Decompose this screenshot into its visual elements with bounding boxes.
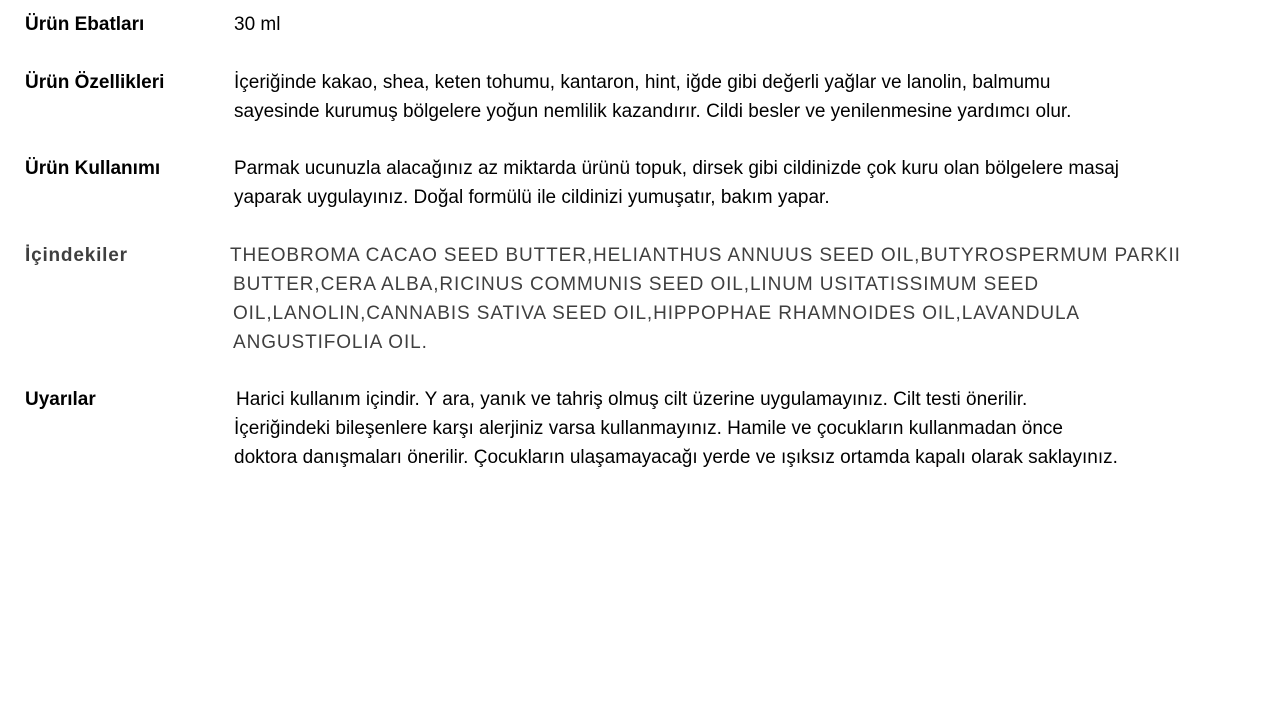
product-usage-label: Ürün Kullanımı <box>25 158 161 179</box>
ingredients-label: İçindekiler <box>25 245 128 266</box>
product-size-value <box>234 10 1264 39</box>
ingredients-line: THEOBROMA CACAO SEED BUTTER,HELIANTHUS ANNUUS SEED OIL,BUTYROSPERMUM PARKII <box>230 245 1181 266</box>
ingredients-line: ANGUSTIFOLIA OIL. <box>233 332 428 353</box>
warnings-line: Harici kullanım içindir. Y ara, yanık ve tahriş olmuş cilt üzerine uygulamayınız. Cilt testi önerilir. <box>236 389 1028 410</box>
warnings-value <box>234 385 1264 472</box>
ingredients-value <box>230 241 1260 357</box>
product-features-line: İçeriğinde kakao, shea, keten tohumu, kantaron, hint, iğde gibi değerli yağlar ve lanolin, balmumu <box>234 72 1051 93</box>
ingredients-line: BUTTER,CERA ALBA,RICINUS COMMUNIS SEED OIL,LINUM USITATISSIMUM SEED <box>233 274 1039 295</box>
product-features-line: sayesinde kurumuş bölgelere yoğun nemlilik kazandırır. Cildi besler ve yenilenmesine yardımcı olur. <box>234 101 1072 122</box>
product-usage-value <box>234 154 1264 212</box>
product-usage-line: yaparak uygulayınız. Doğal formülü ile cildinizi yumuşatır, bakım yapar. <box>234 187 830 208</box>
product-size-text: 30 ml <box>234 14 281 35</box>
warnings-line: İçeriğindeki bileşenlere karşı alerjiniz varsa kullanmayınız. Hamile ve çocukların kullanmadan önce <box>234 418 1063 439</box>
product-features-value <box>234 68 1264 126</box>
warnings-label: Uyarılar <box>25 389 96 410</box>
product-size-label: Ürün Ebatları <box>25 14 145 35</box>
product-usage-line: Parmak ucunuzla alacağınız az miktarda ürünü topuk, dirsek gibi cildinizde çok kuru olan bölgelere masaj <box>234 158 1120 179</box>
product-features-label: Ürün Özellikleri <box>25 72 165 93</box>
ingredients-line: OIL,LANOLIN,CANNABIS SATIVA SEED OIL,HIPPOPHAE RHAMNOIDES OIL,LAVANDULA <box>233 303 1080 324</box>
warnings-line: doktora danışmaları önerilir. Çocukların ulaşamayacağı yerde ve ışıksız ortamda kapalı olarak saklayınız. <box>234 447 1118 468</box>
